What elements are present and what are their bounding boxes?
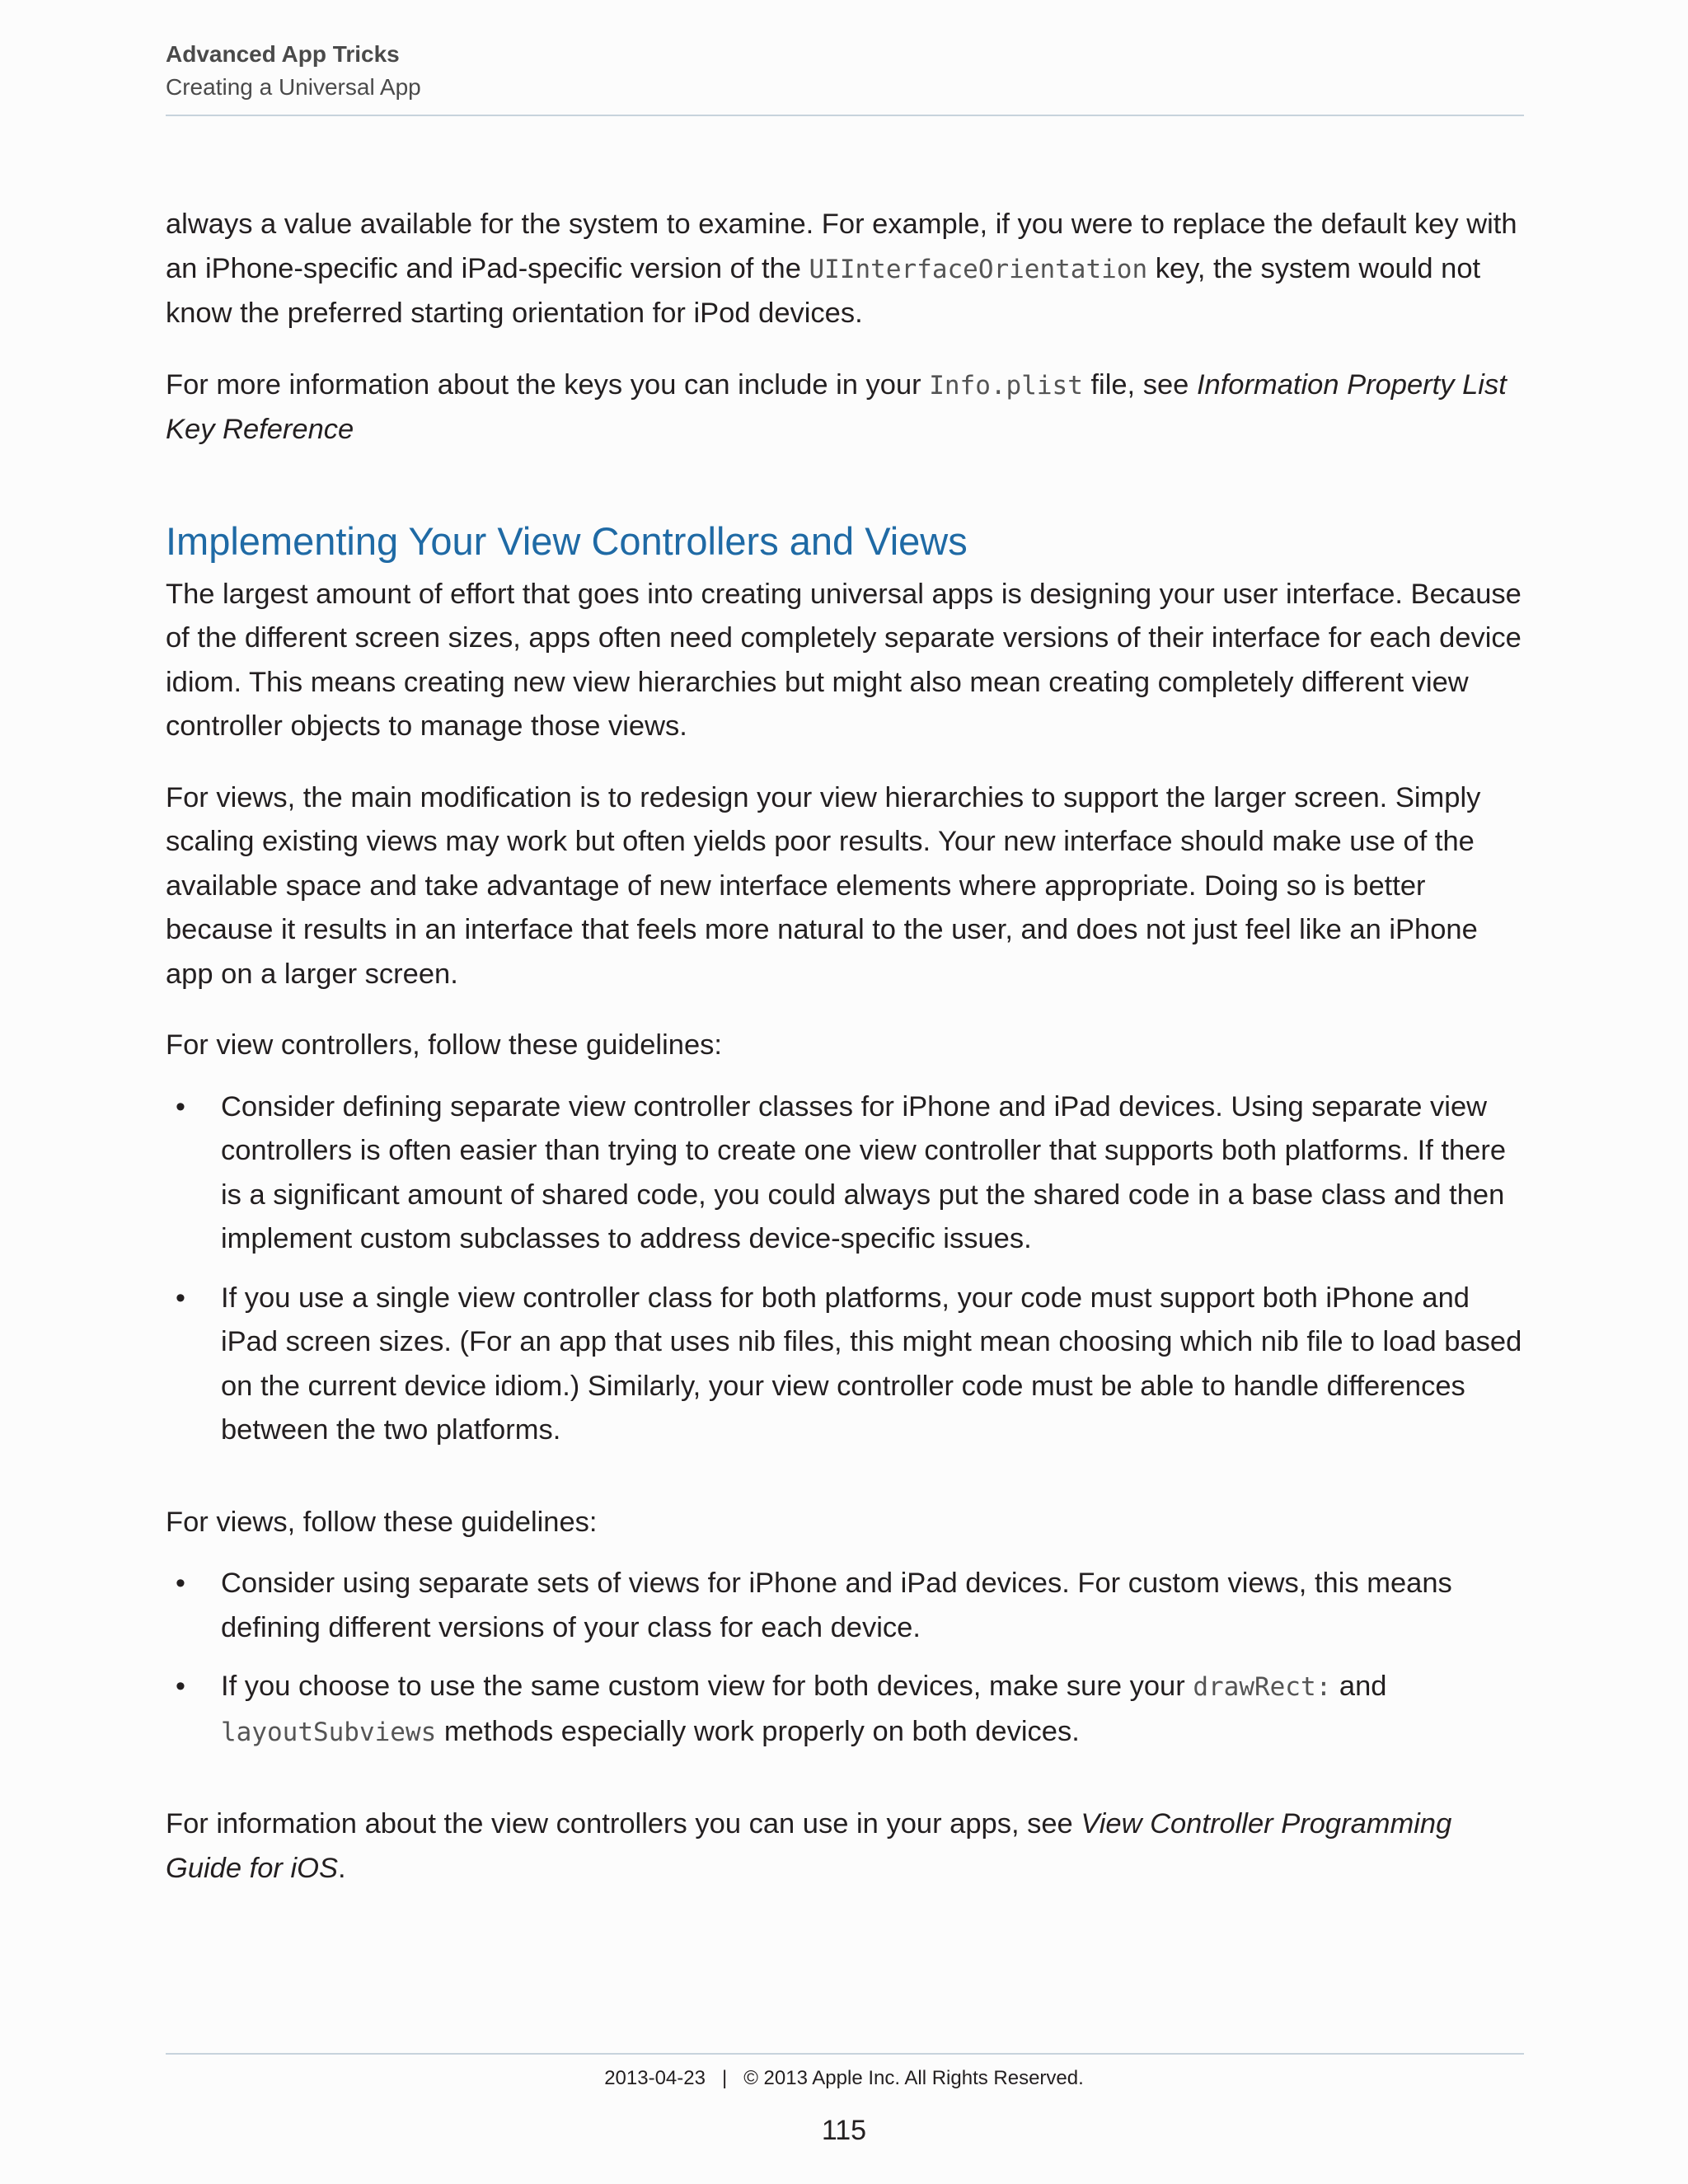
footer-copyright: © 2013 Apple Inc. All Rights Reserved. (743, 2067, 1084, 2089)
bullet-icon: • (176, 1282, 185, 1314)
list-item-text: Consider using separate sets of views for iPhone and iPad devices. For custom views, this means defining different versions of your class for each device. (221, 1568, 1452, 1643)
header-chapter-title: Advanced App Tricks (166, 41, 400, 67)
bullet-icon: • (176, 1090, 185, 1122)
bullet-icon: • (176, 1671, 185, 1702)
paragraph-orientation-key (166, 203, 1526, 336)
text-run: For information about the view controllers you can use in your apps, see (166, 1808, 1081, 1840)
footer-divider (166, 2053, 1524, 2055)
list-item-text: Consider defining separate view controller classes for iPhone and iPad devices. Using separate view controllers is often easier than trying to create one view controller that supports both platforms. If there is a significant amount of shared code, you could always put the shared code in a base class and then implement custom subclasses to address device-specific issues. (221, 1090, 1507, 1254)
page-content (166, 203, 1526, 1891)
paragraph-largest-effort: The largest amount of effort that goes into creating universal apps is designing your user interface. Because of the different screen sizes, apps often need completely separate versions of their interface for each device idiom. This means creating new view hierarchies but might also mean creating completely different view controller objects to manage those views. (166, 578, 1522, 742)
list-item (166, 1665, 1526, 1755)
link-information-property-list-key-reference[interactable]: Information Property List Key Reference (166, 368, 1507, 445)
page-header (166, 40, 1524, 105)
footer-separator: | (721, 2067, 728, 2089)
code-drawrect: drawRect: (1193, 1672, 1332, 1702)
text-run: methods especially work properly on both devices. (436, 1715, 1080, 1747)
text-run: and (1331, 1671, 1387, 1702)
paragraph-views-modification: For views, the main modification is to redesign your view hierarchies to support the larger screen. Simply scaling existing views may work but often yields poor results. Your new interface should make use of the available space and take advantage of new interface elements where appropriate. Doing so is better because it results in an interface that feels more natural to the user, and does not just feel like an iPhone app on a larger screen. (166, 781, 1481, 990)
header-section-title: Creating a Universal App (166, 74, 421, 100)
paragraph-info-plist (166, 363, 1526, 452)
page-number: 115 (821, 2115, 867, 2146)
list-item-text: If you use a single view controller class for both platforms, your code must support both iPhone and iPad screen sizes. (For an app that uses nib files, this might mean choosing which nib file to load based on the current device idiom.) Similarly, your view controller code must be able to handle differences between the two platforms. (221, 1282, 1522, 1446)
section-heading: Implementing Your View Controllers and Views (166, 518, 968, 563)
paragraph-view-controller-guide (166, 1802, 1526, 1891)
text-run: If you choose to use the same custom view for both devices, make sure your (221, 1671, 1193, 1702)
footer-date: 2013-04-23 (604, 2067, 706, 2089)
bullet-icon: • (176, 1568, 185, 1599)
footer-meta (0, 2067, 1688, 2090)
header-divider (166, 115, 1524, 116)
paragraph-view-controllers-intro: For view controllers, follow these guidelines: (166, 1029, 722, 1061)
text-run: key, the system would not know the preferred starting orientation for iPod devices. (166, 252, 1481, 329)
text-run: For more information about the keys you can include in your (166, 368, 930, 401)
text-run: . (338, 1852, 346, 1884)
list-item (166, 1085, 1526, 1262)
list-item (166, 1277, 1526, 1453)
view-guidelines-list (166, 1562, 1526, 1755)
text-run: file, see (1082, 368, 1197, 401)
code-uiinterfaceorientation: UIInterfaceOrientation (809, 254, 1148, 284)
list-item (166, 1562, 1526, 1650)
code-info-plist: Info.plist (929, 370, 1083, 401)
paragraph-views-intro: For views, follow these guidelines: (166, 1506, 598, 1538)
link-view-controller-programming-guide[interactable]: View Controller Programming Guide for iOS (166, 1808, 1452, 1884)
code-layoutsubviews: layoutSubviews (221, 1717, 437, 1747)
text-run: always a value available for the system to examine. For example, if you were to replace the default key with an iPhone-specific and iPad-specific version of the (166, 209, 1517, 284)
view-controller-guidelines-list (166, 1085, 1526, 1453)
